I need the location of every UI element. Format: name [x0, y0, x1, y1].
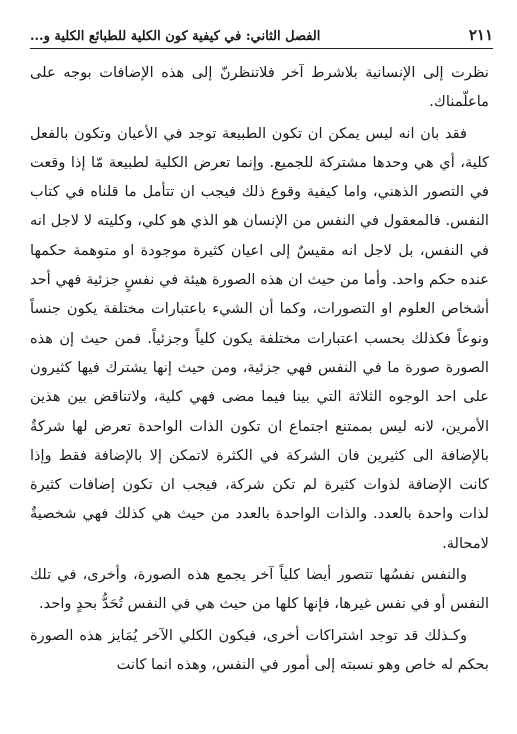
page-body [30, 58, 489, 679]
page-number: ٢١١ [468, 26, 493, 44]
paragraph: وكـذلك قد توجد اشتراكات أخرى، فيكون الكلي الآخر يُمَايز هذه الصورة بحكم له خاص وهو نسبته إلى أمور في النفس، وهذه انما كانت [30, 626, 489, 673]
paragraph: فقد بان انه ليس يمكن ان تكون الطبيعة توجد في الأعيان وتكون بالفعل كلية، أي هي وحدها مشتركة للجميع. وإنما تعرض الكلية لطبيعة مّا إذا وقعت في التصور الذهني، واما كيفية وقوع ذلك فيجب ان تتأمل ما قلناه في كتاب النفس. فالمعقول في النفس من الإنسان هو الذي هو كلي، وكليته لا لاجل انه في النفس، بل لاجل انه مقيسٌ إلى اعيان كثيرة موجودة او متوهمة حكمها عنده حكم واحد. وأما من حيث ان هذه الصورة هيئة في نفسٍ جزئية فهي أحد أشخاص العلوم او التصورات، وكما أن الشيء باعتبارات مختلفة يكون جنساً ونوعاً فكذلك بحسب اعتبارات مختلفة يكون كلياً وجزئياً. فمن حيث إن هذه الصورة صورة ما في النفس فهي جزئية، ومن حيث إنها يشترك فيها كثيرون على احد الوجوه الثلاثة التي بينا فيما مضى فهي كلية، ولاتناقض بين هذين الأمرين، لانه ليس بممتنع اجتماع ان تكون الذات الواحدة تعرض لها شركةٌ بالإضافة الى كثيرين فان الشركة في الكثرة لاتمكن إلا بالإضافة فقط وإذا كانت الإضافة لذوات كثيرة لم تكن شركة، فيجب ان تكون إضافات كثيرة لذات واحدة بالعدد. والذات الواحدة بالعدد من حيث هي كذلك فهي شخصيةٌ لامحالة. [30, 124, 489, 552]
paragraph: نظرت إلى الإنسانية بلاشرط آخر فلاتنظرنّ إلى هذه الإضافات بوجه على ماعلّمناك. [30, 64, 489, 111]
running-head: الفصل الثاني: في كيفية كون الكلية للطبائع الكلية و... [30, 29, 321, 44]
page-header [30, 18, 493, 49]
paragraph: والنفس نفسُها تتصور أيضا كلياً آخر يجمع هذه الصورة، وأخرى، في تلك النفس أو في نفس غيرها، فإنها كلها من حيث هي في النفس تُحَدُّ بحدٍ واحد. [30, 566, 489, 613]
